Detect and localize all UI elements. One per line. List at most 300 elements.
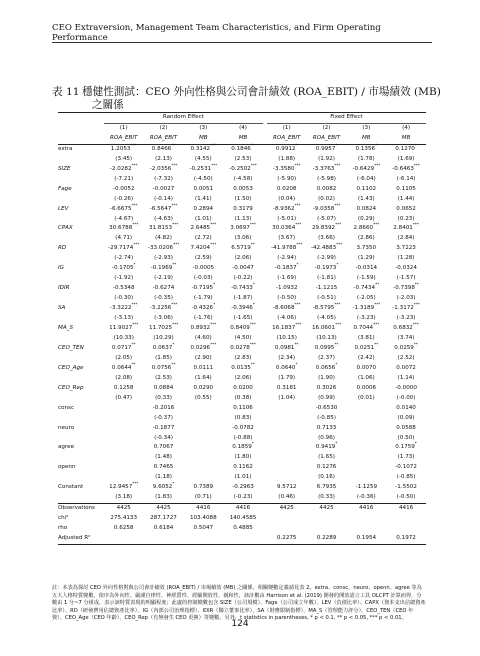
coefficient-cell: -1.5502 [395,484,417,491]
t-stat-cell: (-0.26) [114,195,134,202]
statistic-cell: 0.2289 [307,534,347,544]
coefficient-cell: 31.8153*** [148,222,179,232]
table-note: 註：本表為探討 CEO 外向性格對與公司會計績效 (ROA_EBIT) / 市場績效 (MB) 之關係，相關變數定義請見表 2。extra、consc、neuro、openn、agree 等為五大人格特質變數，依序為外向性、嚴謹自律性、神經質性、經驗開放性、親和性，該計數由 Harrison et al. (2019) 開發的開放語言工具 OLCPT 計算而得，分數由 1 分~7 分組成，表示該特質表現的明顯程度；此處的控制變數包含 SIZE（公司規模）、Fage（公司成立年數）、LEV（負債比率）、CAPX（資本支出佔總資產比率）、RD（研發費用佔總資產比率）、IG（內部公司治理指標）、IDIR（獨立董事比率）、SA（財務限制指標）、MA_S（管理能力評分）、CEO_TEN（CEO 年資）、CEO_Age（CEO 年齡）、CEO_Rep（有無發生 CEO 更換）等變數。另外，t statistics in parentheses, * p < 0.1, ** p < 0.05, *** p < 0.01。 [52,585,426,622]
t-stat-cell: (10.29) [153,334,174,341]
coefficient-cell: 0.0640* [275,361,298,371]
t-stat-cell: (-5.98) [317,175,336,182]
coefficient-cell [183,404,223,414]
table-title [52,86,441,112]
t-stat-row [58,394,426,404]
coefficient-cell: -0.7434** [353,282,380,292]
variable-label: IG [58,265,64,272]
variable-label-blank [58,254,104,264]
variable-label: RD [58,245,67,252]
coefficient-cell: 0.0200 [233,384,253,391]
t-stat-cell: (-6.04) [356,175,376,182]
t-stat-cell: (-0.30) [114,295,134,302]
t-stat-cell: (2.53) [234,155,252,162]
t-stat-cell [183,434,223,444]
statistic-cell: 0.2275 [267,534,307,544]
coefficient-cell [346,404,386,414]
coefficient-cell: 0.0290 [193,384,214,391]
coefficient-row [58,284,426,294]
t-stat-cell: (1.80) [234,454,252,461]
running-header: CEO Extraversion, Management Team Characteristics, and Firm Operating Performance [52,24,432,43]
statistic-label: Adjusted R² [58,534,104,544]
coefficient-cell: 0.0070 [356,364,377,371]
t-stat-cell: (0.33) [318,494,335,501]
coefficient-cell: 0.7133 [316,424,337,431]
t-stat-cell: (-3.23) [356,315,376,322]
t-stat-cell: (1.44) [397,195,415,202]
variable-label: neuro [58,424,75,431]
statistic-row [58,534,426,544]
coefficient-cell: -0.1072 [395,464,417,471]
t-stat-cell: (1.50) [234,195,252,202]
statistic-cell: 4416 [346,504,386,514]
coefficient-cell: 0.0053 [233,185,253,192]
coefficient-cell: -29.7174*** [108,242,140,252]
statistic-cell [183,534,223,544]
statistic-cell [386,514,426,524]
coefficient-row [58,344,426,354]
coefficient-cell: -0.0005 [192,265,215,272]
t-stat-row [58,334,426,344]
coefficient-row [58,384,426,394]
t-stat-cell: (-0.23) [233,494,253,501]
column-number: (2) [159,124,168,131]
t-stat-row [58,473,426,483]
t-stat-cell: (3.18) [115,494,133,501]
t-stat-cell: (-5.01) [277,215,297,222]
coefficient-cell: 6.5719** [231,242,255,252]
t-stat-cell: (-0.85) [317,414,336,421]
coefficient-cell: -0.2963 [232,484,254,491]
t-stat-cell: (1.90) [318,374,335,381]
t-stat-cell: (2.59) [194,255,212,262]
variable-label-blank [58,334,104,344]
t-stat-cell: (0.04) [278,195,296,202]
coefficient-row [58,463,426,473]
t-stat-cell: (-0.50) [396,494,416,501]
t-stat-cell: (-0.22) [233,275,253,282]
coefficient-cell: -0.0052 [112,185,135,192]
column-number: (3) [362,124,371,131]
t-stat-cell: (0.33) [155,394,172,401]
coefficient-row [58,264,426,274]
coefficient-cell: 29.8392*** [311,222,342,232]
header-blank [58,123,104,133]
t-stat-cell: (1.04) [278,394,296,401]
coefficient-cell: 30.6788*** [109,222,139,232]
coefficient-cell: -41.9788*** [271,242,303,252]
coefficient-row [58,304,426,314]
t-stat-row [58,294,426,304]
coefficient-cell: 11.7025*** [148,322,179,332]
variable-label-blank [58,434,104,444]
t-stat-cell: (0.83) [234,414,252,421]
coefficient-cell [346,463,386,473]
t-stat-cell: (2.86) [357,235,375,242]
variable-label: LEV [58,205,69,212]
t-stat-cell: (2.42) [357,354,375,361]
coefficient-cell: -0.7398** [393,282,419,292]
coefficient-cell [104,424,144,434]
table-title-line2: 之關係 [92,99,124,111]
variable-label-blank [58,195,104,205]
statistic-cell: 4425 [307,504,347,514]
coefficient-cell: 0.0208 [276,185,297,192]
t-stat-cell: (4.82) [155,235,172,242]
coefficient-cell: 0.1356* [355,143,378,152]
coefficient-row [58,483,426,493]
t-stat-cell: (0.02) [318,195,335,202]
t-stat-cell [346,473,386,483]
t-stat-cell: (-3.23) [396,315,416,322]
t-stat-cell [267,473,307,483]
t-stat-cell: (1.78) [357,155,375,162]
t-stat-row [58,155,426,165]
coefficient-cell: -33.0206*** [147,242,180,252]
header-blank [58,134,104,144]
t-stat-cell: (-0.03) [193,275,213,282]
coefficient-cell: 0.0756** [151,361,176,371]
coefficient-cell [104,404,144,414]
t-stat-cell: (2.84) [397,235,415,242]
t-stat-cell: (2.08) [115,374,133,381]
coefficient-cell: -0.0027 [152,185,175,192]
statistic-cell: 275.4133 [110,515,138,522]
t-stat-cell: (-0.85) [396,474,416,481]
coefficient-cell: -0.4326* [191,302,216,312]
t-stat-cell: (-2.93) [154,255,173,262]
t-stat-cell: (1.18) [155,474,172,481]
coefficient-cell: 7.4204*** [190,242,217,252]
variable-label: agree [58,444,75,451]
t-stat-cell [183,473,223,483]
coefficient-cell: 0.0824 [356,205,377,212]
t-stat-cell: (-4.05) [317,315,336,322]
coefficient-cell: 0.0111 [193,364,214,371]
t-stat-cell: (-0.37) [154,414,173,421]
t-stat-cell [346,453,386,463]
t-stat-cell: (-5.07) [317,215,336,222]
t-stat-cell: (-0.50) [277,295,297,302]
column-number: (3) [199,124,208,131]
statistic-label: chi² [58,515,69,522]
t-stat-row [58,354,426,364]
t-stat-row [58,234,426,244]
coefficient-cell: 0.7465 [153,464,174,471]
coefficient-row [58,324,426,334]
t-stat-cell: (2.53) [155,374,172,381]
t-stat-row [58,493,426,503]
t-stat-cell [104,414,144,424]
t-stat-cell: (1.85) [155,354,172,361]
coefficient-cell: -2.0282*** [109,162,138,172]
coefficient-cell: -8.5795*** [312,302,341,312]
t-stat-cell: (4.71) [115,235,133,242]
coefficient-cell: -0.7195* [191,282,216,292]
coefficient-row [58,185,426,195]
coefficient-cell: 1.2053*** [110,143,137,152]
coefficient-cell: 0.0981** [274,342,299,351]
coefficient-cell [267,404,307,414]
coefficient-cell: -3.3763*** [312,162,341,172]
t-stat-cell: (-2.03) [396,295,416,302]
coefficient-cell: -8.6068*** [272,302,301,312]
t-stat-cell: (1.73) [397,454,415,461]
coefficient-cell: 16.1837*** [272,322,302,332]
dependent-variable: ROA_EBIT [307,134,347,144]
coefficient-cell: -0.2502*** [229,162,257,172]
coefficient-cell: -8.9362*** [272,202,301,212]
coefficient-row [58,364,426,374]
t-stat-cell: (0.96) [318,434,335,441]
coefficient-cell: 3.7350 [356,245,377,252]
coefficient-cell: 0.1106 [233,404,253,411]
t-stat-cell: (0.46) [278,494,296,501]
table-number: 表 11 [52,86,80,98]
t-stat-cell: (1.14) [397,374,415,381]
column-number: (4) [239,124,247,131]
coefficient-cell: 2.8401*** [393,222,419,232]
coefficient-cell: 12.9457*** [109,481,139,491]
variable-label-blank [58,215,104,225]
t-stat-cell: (0.23) [397,215,415,222]
coefficient-cell: 3.7223 [396,245,416,252]
t-stat-cell: (-2.19) [154,275,173,282]
statistic-cell: 4416 [183,504,223,514]
variable-label: openn [58,464,76,471]
coefficient-cell: -0.0047 [232,265,254,272]
coefficient-row [58,165,426,175]
coefficient-cell: 0.0644** [111,361,136,371]
statistic-cell [104,534,144,544]
page-number: 124 [231,619,249,629]
column-number: (2) [322,124,331,131]
t-stat-cell: (-0.14) [154,195,173,202]
t-stat-cell [183,453,223,463]
t-stat-cell: (1.28) [397,255,415,262]
variable-label: IDIR [58,285,70,292]
statistic-cell: 103.4088 [189,515,217,522]
coefficient-cell [104,463,144,473]
variable-label: extra [58,145,73,152]
variable-label: SIZE [58,165,71,172]
coefficient-cell: 0.0637* [152,342,175,351]
t-stat-cell: (-6.14) [396,175,416,182]
statistic-cell [144,534,184,544]
t-stat-cell: (-0.51) [317,295,336,302]
coefficient-cell: -42.4883*** [310,242,343,252]
t-stat-cell: (-3.13) [114,315,134,322]
coefficient-cell: -0.2016 [152,404,175,411]
group-random-effect: Random Effect [104,113,263,124]
variable-label-blank [58,414,104,424]
t-stat-cell: (2.06) [234,255,252,262]
dependent-variable: ROA_EBIT [104,134,144,144]
column-number: (4) [402,124,411,131]
coefficient-cell: 0.1105 [396,185,416,192]
t-stat-cell: (-4.67) [114,215,134,222]
statistic-cell [346,514,386,524]
variable-label-blank [58,374,104,384]
variable-label: Constant [58,484,84,491]
t-stat-cell: (4.50) [234,334,252,341]
t-stat-cell: (1.88) [278,155,296,162]
coefficient-cell: 6.7935 [316,484,337,491]
coefficient-cell: 0.0995** [314,342,339,351]
coefficient-cell: 0.0588 [396,424,416,431]
statistic-cell: 4425 [267,504,307,514]
coefficient-cell: 0.1859* [232,441,254,451]
variable-label: CPAX [58,225,73,232]
variable-label-blank [58,155,104,165]
t-stat-cell: (1.48) [155,454,172,461]
variable-label: Fage [58,185,72,192]
t-stat-cell: (-0.00) [396,394,416,401]
coefficient-cell: -0.1837* [274,262,299,272]
dependent-variable: ROA_EBIT [144,134,184,144]
t-stat-cell: (10.15) [276,334,297,341]
statistic-cell: 140.4585 [229,515,257,522]
t-stat-cell: (-7.32) [154,175,173,182]
coefficient-cell: -3.3222*** [109,302,138,312]
t-stat-cell: (-4.06) [277,315,297,322]
coefficient-cell: 11.9027*** [109,322,139,332]
t-stat-cell: (0.71) [194,494,212,501]
t-stat-cell: (3.45) [115,155,133,162]
t-stat-cell: (0.16) [318,474,335,481]
t-stat-cell: (0.50) [397,434,415,441]
statistic-cell [223,534,263,544]
coefficient-cell: 0.8409*** [230,322,256,332]
statistic-label: Observations [58,504,104,514]
coefficient-cell [267,463,307,473]
t-stat-cell: (1.43) [357,195,375,202]
coefficient-cell: 0.9957* [315,143,338,152]
t-stat-cell: (2.37) [318,354,335,361]
coefficient-cell: -1.0932 [275,285,298,292]
coefficient-cell: -0.6530 [315,404,338,411]
coefficient-cell: -0.5348 [112,285,135,292]
column-number-row [58,123,426,133]
coefficient-cell: -0.1973* [314,262,339,272]
coefficient-cell [267,443,307,453]
t-stat-row [58,254,426,264]
coefficient-row [58,224,426,234]
t-stat-cell: (4.60) [194,334,212,341]
t-stat-cell: (10.13) [316,334,337,341]
variable-label: MA_S [58,325,74,332]
t-stat-cell: (-1.59) [356,275,376,282]
statistic-row [58,514,426,524]
t-stat-cell: (-1.76) [193,315,213,322]
statistic-cell: 0.6258 [113,525,134,532]
coefficient-cell: -0.6463*** [392,162,420,172]
coefficient-cell: 0.1102 [356,185,377,192]
coefficient-cell: 9.5712 [276,484,297,491]
t-stat-cell: (-0.34) [154,434,173,441]
coefficient-cell: 0.3026 [316,384,337,391]
t-stat-cell: (-5.90) [277,175,297,182]
table-body [58,144,426,544]
coefficient-cell: 0.0072 [396,364,416,371]
column-number: (1) [119,124,128,131]
coefficient-cell: -0.2531*** [189,162,218,172]
statistic-cell [267,524,307,534]
statistic-cell: 4425 [104,504,144,514]
t-stat-cell: (1.64) [194,374,212,381]
variable-label-blank [58,274,104,284]
statistic-cell: 4425 [144,504,184,514]
dependent-variable: MB [183,134,223,144]
coefficient-cell: 0.0135** [231,361,255,371]
t-stat-cell [183,414,223,424]
t-stat-cell [267,434,307,444]
t-stat-cell: (-1.79) [193,295,213,302]
coefficient-cell: 3.0697*** [230,222,256,232]
t-stat-cell: (-2.99) [317,255,336,262]
t-stat-cell: (1.06) [357,374,375,381]
t-stat-cell: (-4.63) [154,215,173,222]
coefficient-cell: 9.6052* [152,481,175,491]
t-stat-cell: (3.74) [397,334,415,341]
variable-label-blank [58,473,104,483]
coefficient-cell: 0.0717** [111,342,136,351]
t-stat-row [58,215,426,225]
coefficient-cell: -0.0324 [395,265,417,272]
statistic-cell [307,524,347,534]
coefficient-cell: 0.0051 [193,185,214,192]
coefficient-cell: 0.0656* [315,361,338,371]
coefficient-cell: -0.1877 [152,424,175,431]
t-stat-cell [104,434,144,444]
t-stat-row [58,175,426,185]
t-stat-cell: (-1.57) [396,275,416,282]
t-stat-cell: (3.81) [357,334,375,341]
t-stat-cell: (-1.65) [233,315,253,322]
coefficient-cell: 0.0296*** [190,342,217,351]
t-stat-cell: (-2.94) [277,255,297,262]
t-stat-cell: (1.13) [234,215,252,222]
coefficient-cell: 0.8466** [151,143,176,152]
coefficient-cell: -0.6429*** [352,162,381,172]
coefficient-cell: 0.1162 [233,464,253,471]
t-stat-cell: (1.79) [278,374,296,381]
t-stat-cell: (0.09) [397,414,415,421]
t-stat-cell: (-1.81) [317,275,336,282]
coefficient-cell: -6.6675*** [109,202,138,212]
coefficient-cell: -1.3172*** [392,302,420,312]
coefficient-cell: 0.9419* [315,441,338,451]
t-stat-row [58,374,426,384]
t-stat-cell: (-0.36) [356,494,376,501]
coefficient-cell: 0.6832*** [393,322,419,332]
t-stat-cell: (-1.92) [114,275,134,282]
coefficient-cell [183,424,223,434]
coefficient-row [58,424,426,434]
variable-label: SA [58,305,66,312]
t-stat-cell: (-1.87) [233,295,253,302]
group-header-row [58,113,426,124]
t-stat-cell: (0.99) [318,394,335,401]
statistic-cell [307,514,347,524]
coefficient-cell: 0.1846** [231,143,255,152]
t-stat-cell [267,453,307,463]
statistic-row [58,504,426,514]
